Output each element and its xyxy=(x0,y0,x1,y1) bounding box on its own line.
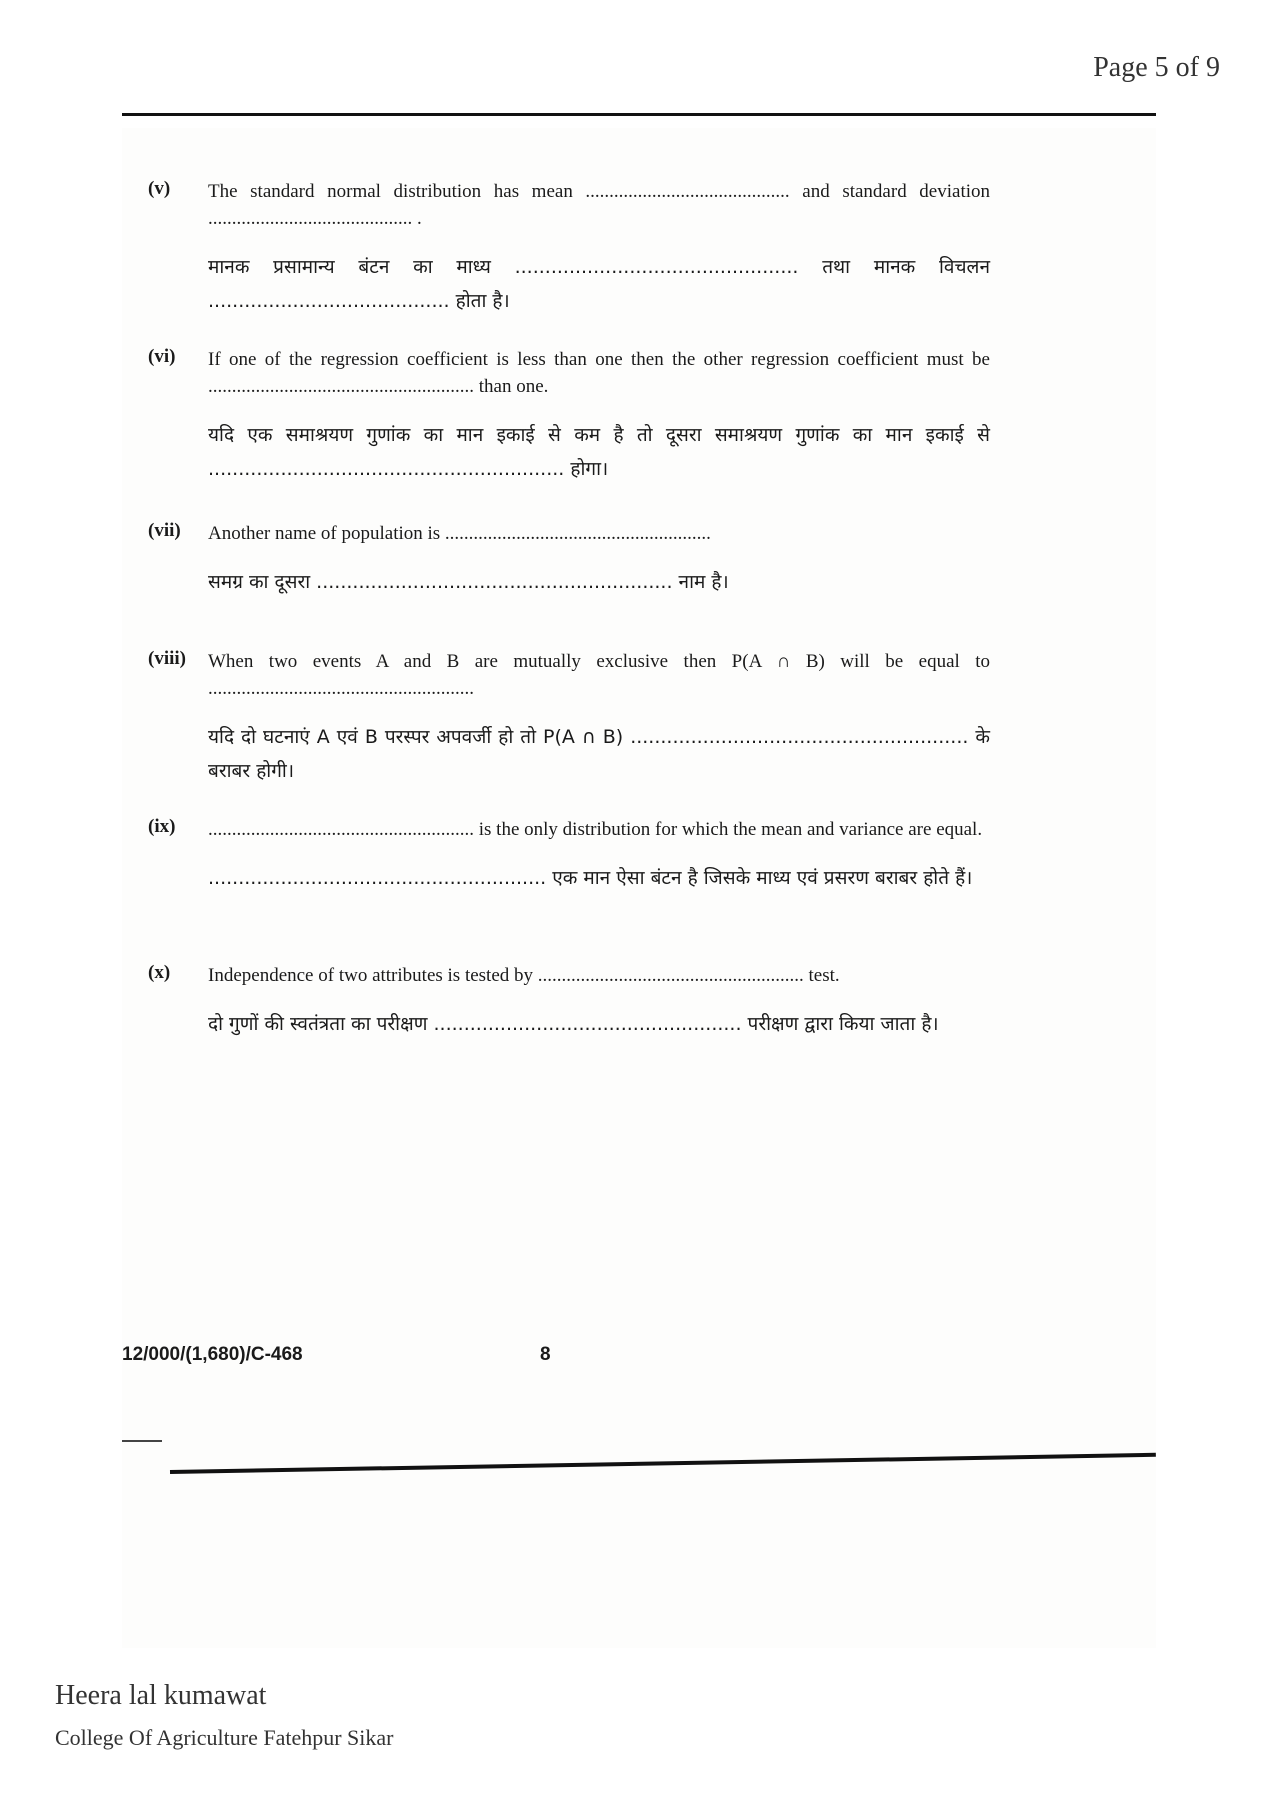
question-english: If one of the regression coefficient is less than one then the other regression coefficient must be ........................................................ than one. xyxy=(208,349,990,397)
question-hindi: समग्र का दूसरा ........................................................... नाम है। xyxy=(208,571,729,593)
question-viii xyxy=(148,648,990,788)
page-number: Page 5 of 9 xyxy=(1093,52,1220,83)
question-hindi: ........................................................ एक मान ऐसा बंटन है जिसके माध्य एवं प्रसरण बराबर होते हैं। xyxy=(208,867,973,889)
question-hindi: यदि दो घटनाएं A एवं B परस्पर अपवर्जी हो तो P(A ∩ B) ........................................................ के बराबर होगी। xyxy=(208,726,990,782)
question-x xyxy=(148,962,990,1041)
question-hindi: यदि एक समाश्रयण गुणांक का मान इकाई से कम है तो दूसरा समाश्रयण गुणांक का मान इकाई से ........................................................... होगा। xyxy=(208,424,990,480)
college-name: College Of Agriculture Fatehpur Sikar xyxy=(55,1725,394,1750)
question-number: (vii) xyxy=(148,520,181,541)
question-hindi: मानक प्रसामान्य बंटन का माध्य ............................................... तथा मानक विचलन ........................................ होता है। xyxy=(208,256,990,312)
footer-page-number: 8 xyxy=(540,1344,551,1365)
bottom-mark xyxy=(122,1440,162,1442)
question-english: The standard normal distribution has mean ........................................... and standard deviation ........................................... . xyxy=(208,181,990,229)
question-english: When two events A and B are mutually exclusive then P(A ∩ B) will be equal to ........................................................ xyxy=(208,651,990,699)
question-number: (ix) xyxy=(148,816,176,837)
paper-code: 12/000/(1,680)/C-468 xyxy=(122,1344,303,1365)
question-english: Another name of population is ........................................................ xyxy=(208,523,711,544)
question-vi xyxy=(148,346,990,486)
question-number: (vi) xyxy=(148,346,176,367)
question-number: (v) xyxy=(148,178,171,199)
question-v xyxy=(148,178,990,318)
question-ix xyxy=(148,816,990,895)
top-divider xyxy=(122,113,1156,116)
question-english: Independence of two attributes is tested by ........................................................ test. xyxy=(208,965,840,986)
author-name: Heera lal kumawat xyxy=(55,1680,267,1711)
question-english: ........................................................ is the only distribution for which the mean and variance are equal. xyxy=(208,819,983,840)
question-vii xyxy=(148,520,990,599)
question-number: (x) xyxy=(148,962,171,983)
question-number: (viii) xyxy=(148,648,186,669)
question-hindi: दो गुणों की स्वतंत्रता का परीक्षण ................................................... परीक्षण द्वारा किया जाता है। xyxy=(208,1013,939,1035)
